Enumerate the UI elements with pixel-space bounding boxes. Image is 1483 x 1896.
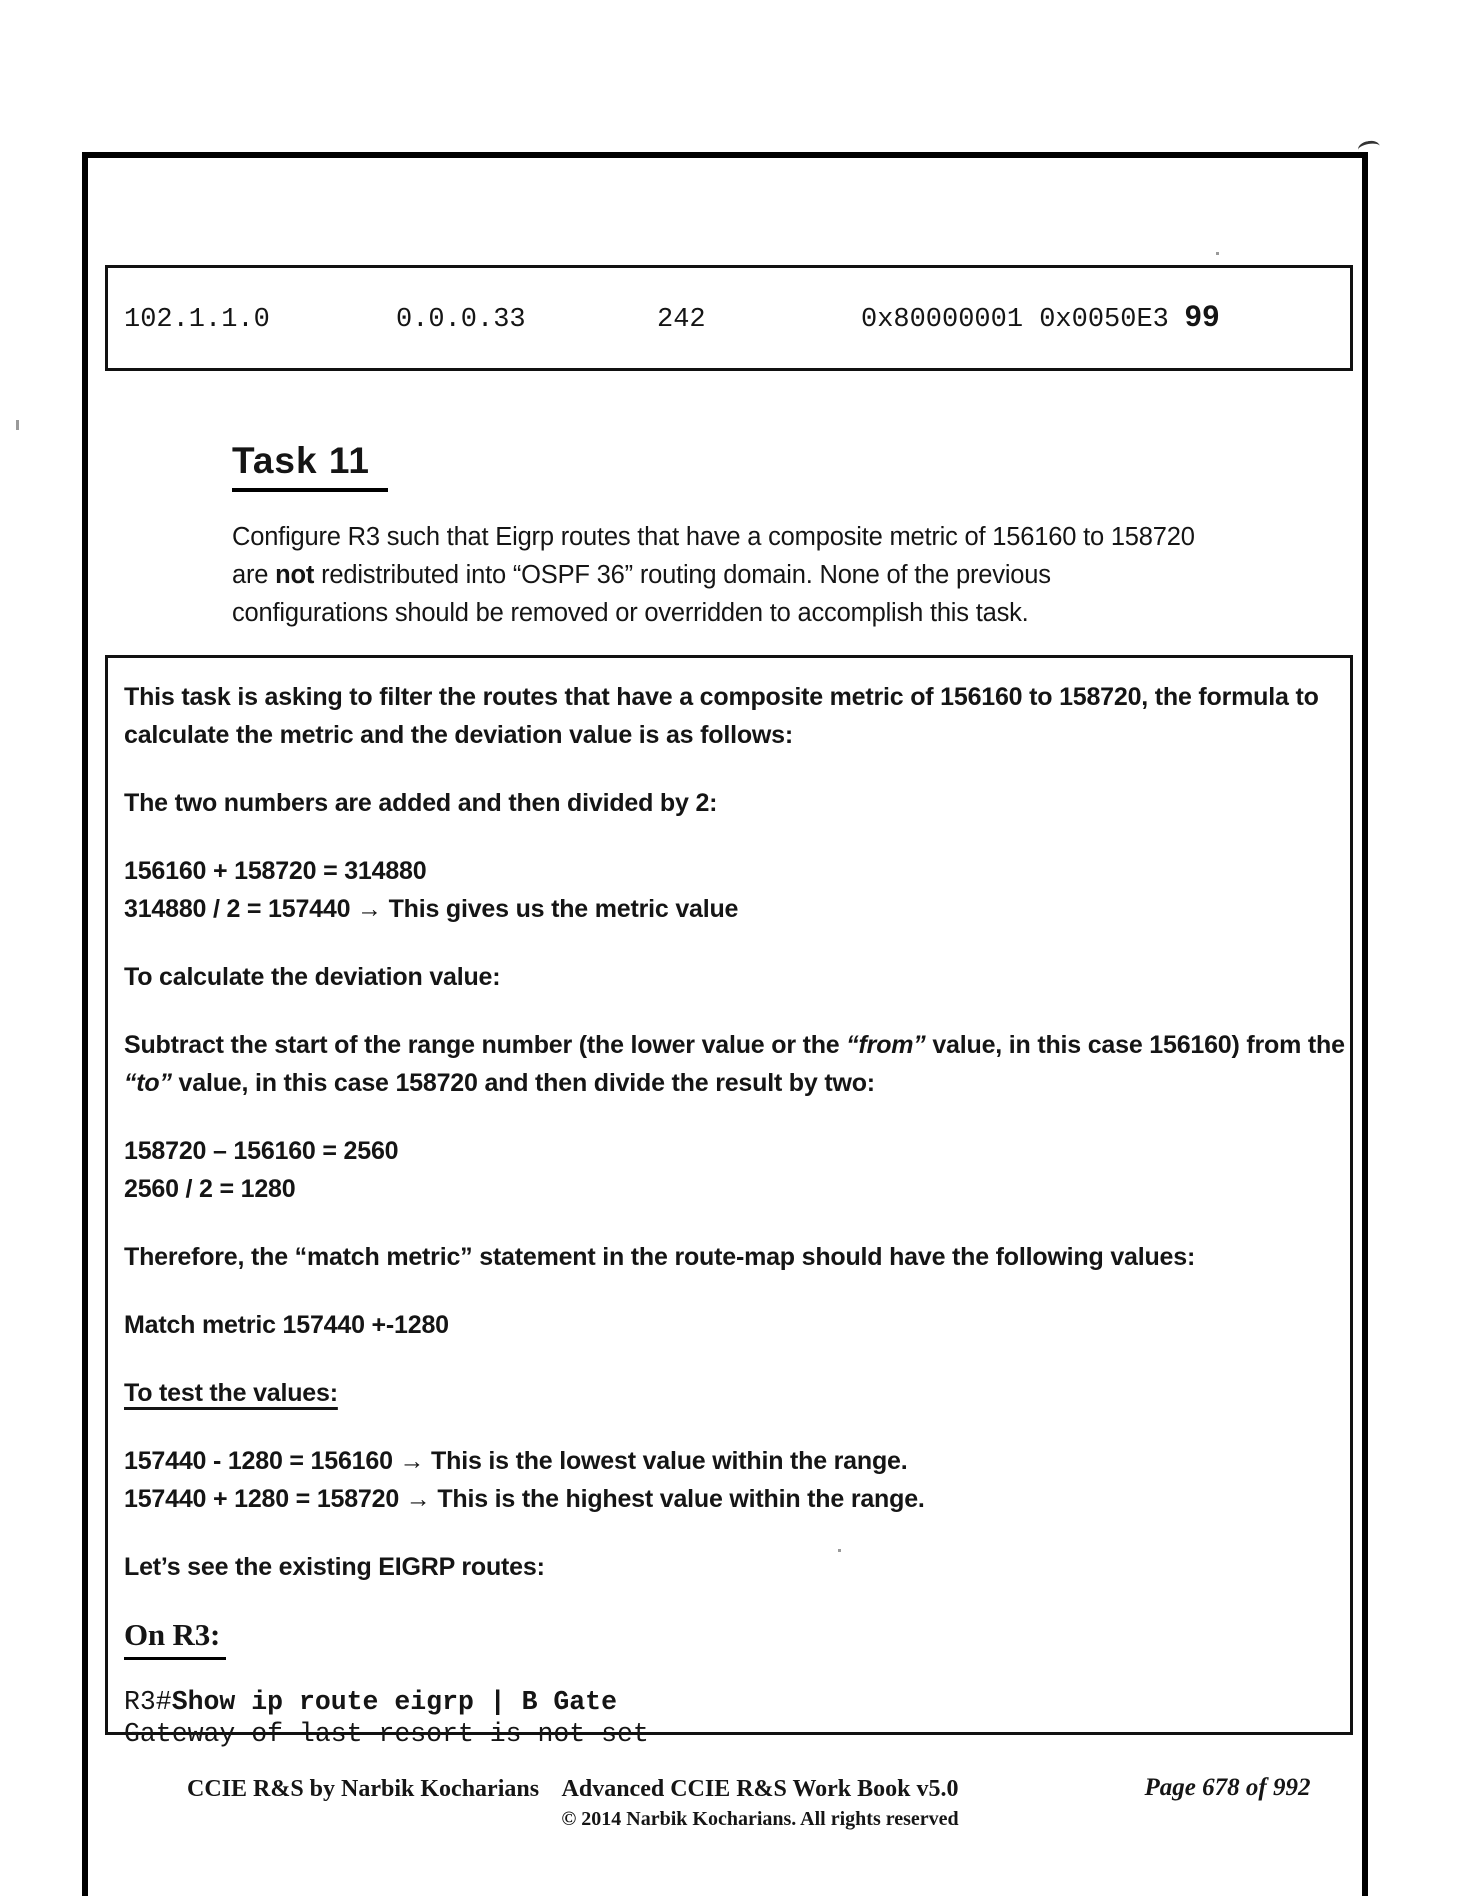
footer-copyright: © 2014 Narbik Kocharians. All rights reserved	[561, 1808, 959, 1830]
on-r3-heading-wrap	[124, 1616, 1336, 1686]
footer-author: CCIE R&S by Narbik Kocharians	[187, 1776, 540, 1802]
range-test-lines: 157440 - 1280 = 156160 → This is the lowest value within the range. 157440 + 1280 = 158720 → This is the highest value within the range.	[124, 1447, 925, 1513]
lets-see-routes-line: Let’s see the existing EIGRP routes:	[124, 1553, 545, 1581]
ospf-database-output-box	[105, 265, 1353, 371]
emphasis-from: “from”	[846, 1031, 926, 1059]
emphasis-to: “to”	[124, 1069, 172, 1097]
deviation-explanation: Subtract the start of the range number (the lower value or the “from” value, in this case 156160) from the “to” value, in this case 158720 and then divide the result by two:	[124, 1031, 1345, 1097]
solution-explanation-box	[105, 655, 1353, 1749]
cli-command: Show ip route eigrp | B Gate	[171, 1687, 617, 1717]
task-section	[232, 440, 1195, 632]
tag-value: 99	[1184, 300, 1221, 333]
on-r3-heading: On R3:	[124, 1616, 226, 1660]
metric-calculation: 156160 + 158720 = 314880 314880 / 2 = 157440 → This gives us the metric value	[124, 857, 739, 923]
cli-prompt: R3#	[124, 1687, 172, 1717]
link-id-value: 102.1.1.0	[124, 305, 270, 335]
scan-artifact-curl	[1357, 139, 1381, 157]
adv-router-value: 0.0.0.33	[396, 305, 526, 335]
task-line-2: are not redistributed into “OSPF 36” routing domain. None of the previous	[232, 561, 1051, 589]
ospf-database-row	[124, 300, 1220, 335]
explanation-paragraph-4: To calculate the deviation value:	[124, 963, 501, 991]
scan-speck	[16, 420, 19, 430]
deviation-calculation: 158720 – 156160 = 2560 2560 / 2 = 1280	[124, 1137, 399, 1203]
task-title: Task 11	[232, 440, 388, 492]
cli-command-line	[124, 1686, 1336, 1718]
explanation-paragraph-1: This task is asking to filter the routes that have a composite metric of 156160 to 158720, the formula to calculate the metric and the deviation value is as follows:	[124, 683, 1319, 749]
explanation-paragraph-2: The two numbers are added and then divided by 2:	[124, 789, 718, 817]
task-line-3: configurations should be removed or overridden to accomplish this task.	[232, 599, 1029, 627]
cli-output-line: Gateway of last resort is not set	[124, 1719, 649, 1749]
task-line-1: Configure R3 such that Eigrp routes that have a composite metric of 156160 to 158720	[232, 523, 1195, 551]
footer-book-title: Advanced CCIE R&S Work Book v5.0	[561, 1776, 959, 1802]
task-description	[232, 518, 1195, 632]
age-value: 242	[657, 305, 706, 335]
seq-checksum-value: 0x80000001 0x0050E3	[861, 305, 1169, 335]
footer-page-number: Page 678 of 992	[1144, 1774, 1311, 1801]
test-values-heading: To test the values:	[124, 1379, 338, 1407]
match-metric-statement: Match metric 157440 +-1280	[124, 1311, 449, 1339]
cli-block	[124, 1686, 1336, 1750]
scan-speck	[1216, 252, 1219, 255]
emphasis-not: not	[275, 561, 315, 589]
explanation-paragraph-7: Therefore, the “match metric” statement in the route-map should have the following values:	[124, 1243, 1196, 1271]
